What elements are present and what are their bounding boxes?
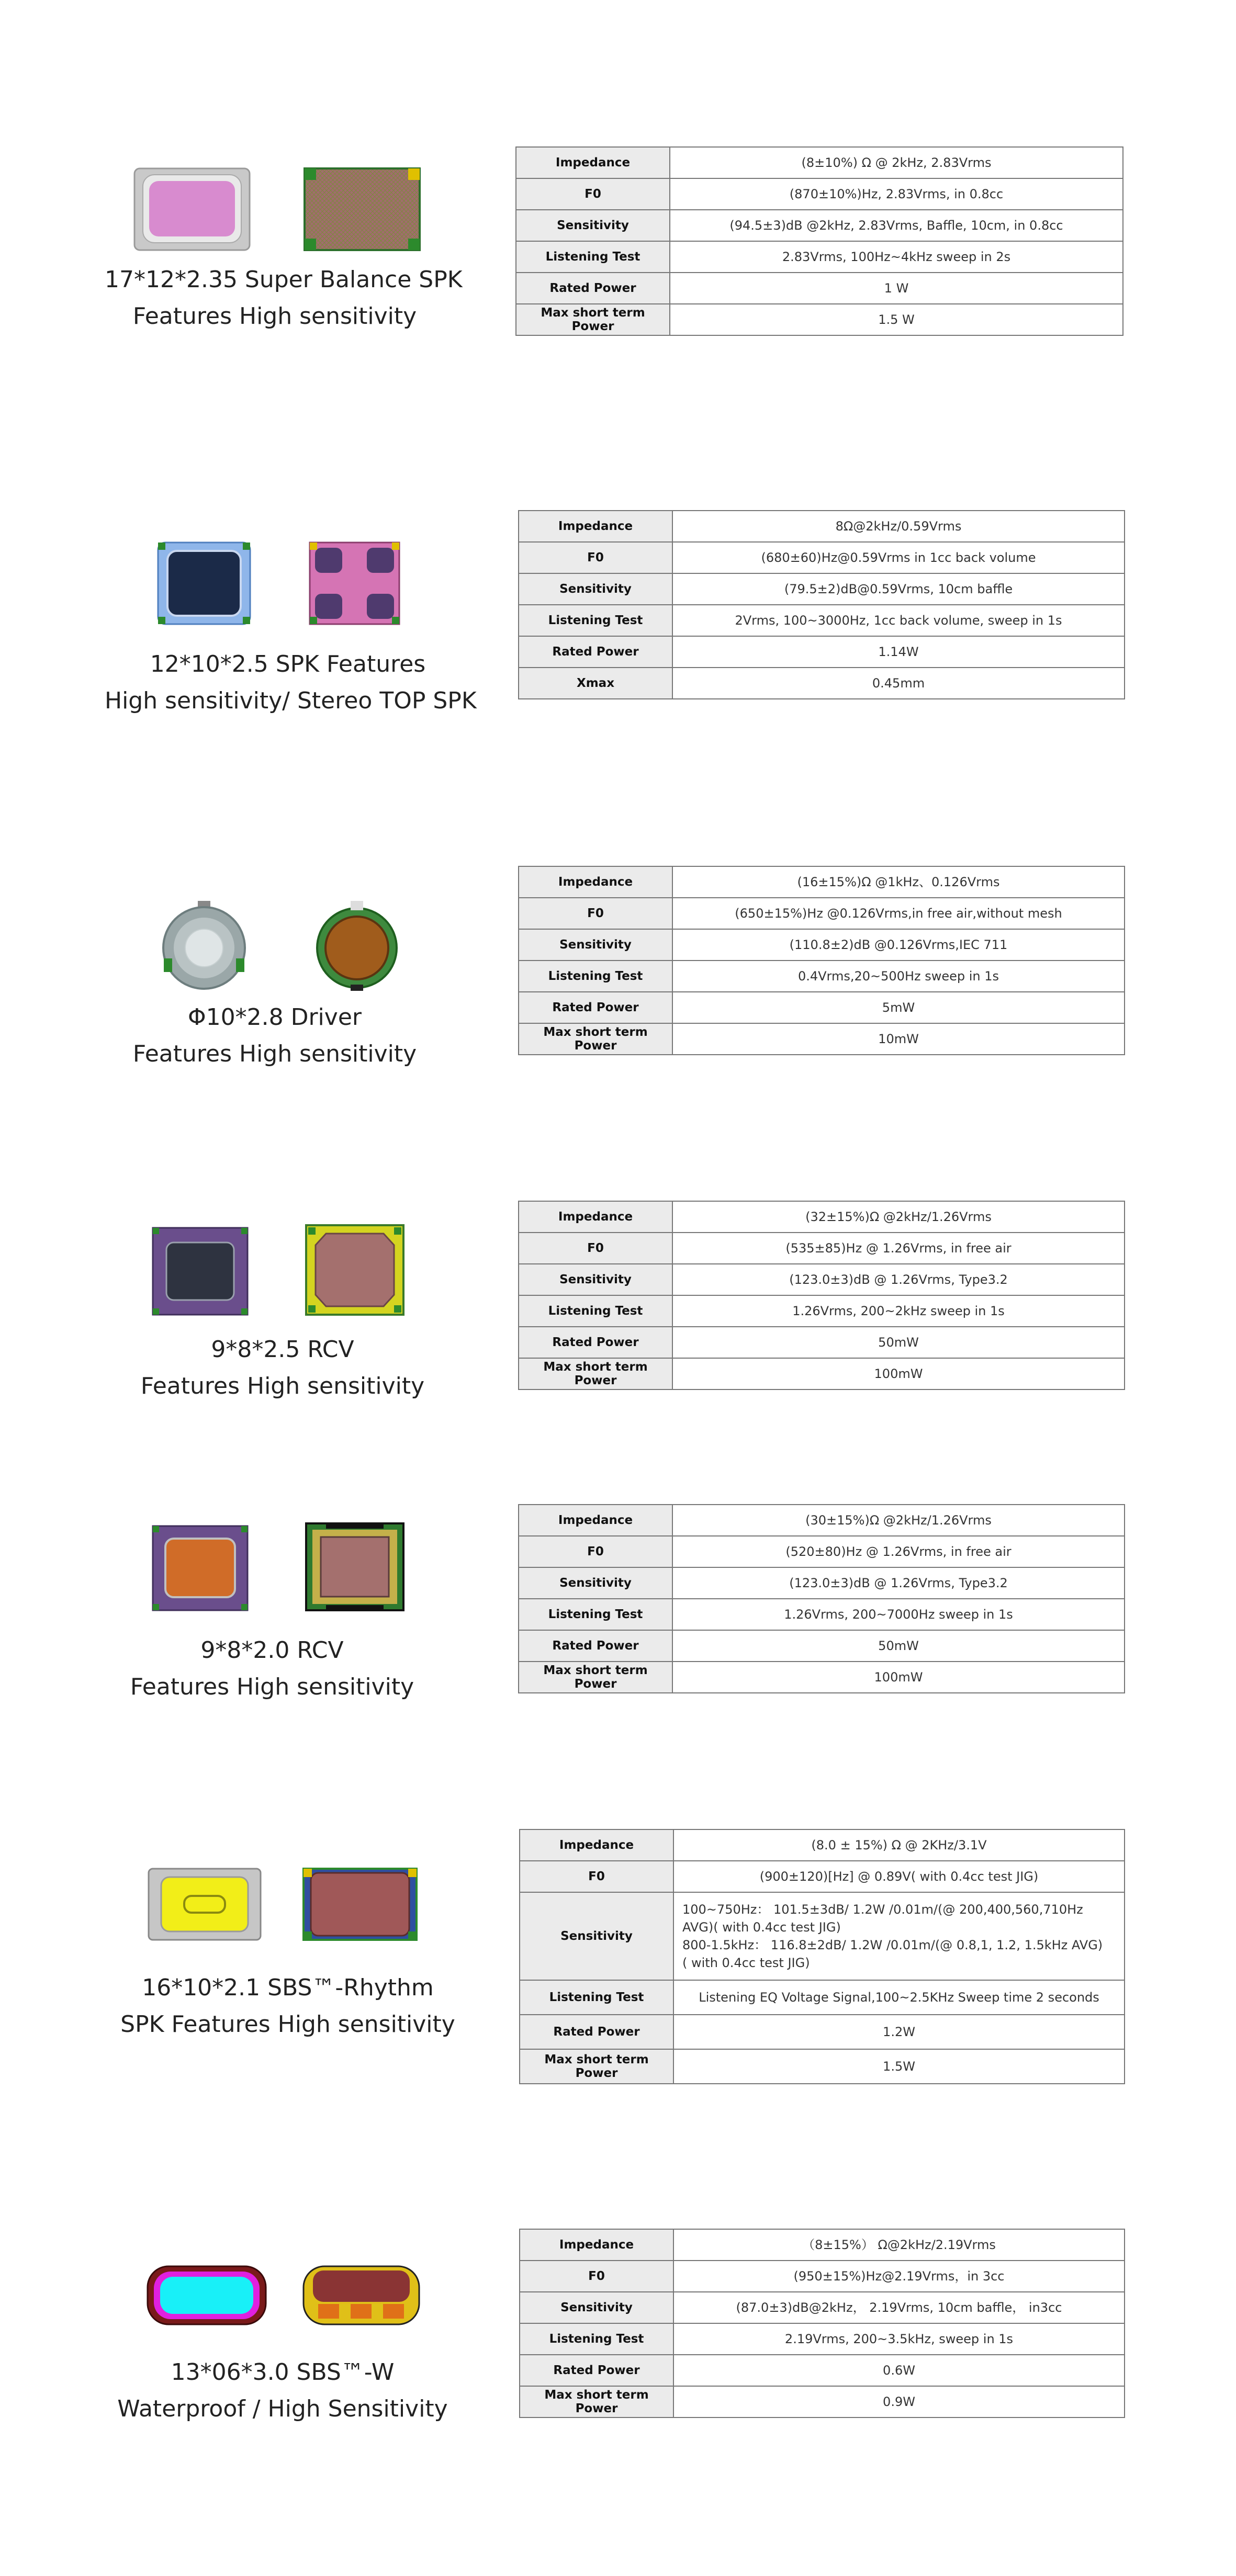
spec-key: Rated Power: [520, 2355, 673, 2386]
spec-table: [518, 1201, 1125, 1390]
spec-value: 1.14W: [672, 636, 1125, 668]
spec-key: Max short term Power: [519, 1662, 672, 1693]
product-subtitle: Features High sensitivity: [130, 1674, 414, 1700]
spec-value-line: ( with 0.4cc test JIG): [682, 1956, 810, 1970]
table-row: [519, 1662, 1125, 1693]
spec-key: F0: [519, 1233, 672, 1264]
spec-value: 0.4Vrms,20~500Hz sweep in 1s: [672, 961, 1125, 992]
table-row: [520, 2292, 1125, 2323]
spec-key: F0: [519, 898, 672, 929]
speaker-back-red-image: [302, 2265, 420, 2325]
spec-key: Max short term Power: [519, 1023, 672, 1055]
spec-key: Impedance: [519, 511, 672, 542]
receiver-front-purple-image: [152, 1227, 249, 1316]
spec-value: 5mW: [672, 992, 1125, 1023]
table-row: [520, 2386, 1125, 2417]
spec-value: 50mW: [672, 1630, 1125, 1662]
spec-value: (8.0 ± 15%) Ω @ 2KHz/3.1V: [673, 1829, 1125, 1861]
spec-value-line: 100~750Hz： 101.5±3dB/ 1.2W /0.01m/(@ 200,400,560,710Hz: [682, 1902, 1083, 1917]
spec-value: 0.45mm: [672, 668, 1125, 699]
product-title: 9*8*2.0 RCV: [200, 1637, 344, 1664]
spec-key: Sensitivity: [519, 929, 672, 961]
speaker-front-cyan-image: [147, 2265, 267, 2325]
spec-table: [518, 1504, 1125, 1693]
table-row: [519, 1505, 1125, 1536]
spec-value: (30±15%)Ω @2kHz/1.26Vrms: [672, 1505, 1125, 1536]
spec-key: Sensitivity: [519, 1264, 672, 1295]
table-row: [520, 2015, 1125, 2049]
spec-value: 8Ω@2kHz/0.59Vrms: [672, 511, 1125, 542]
product-caption: [105, 646, 477, 719]
spec-key: Rated Power: [519, 1327, 672, 1358]
spec-key: Listening Test: [516, 241, 670, 273]
table-row: [519, 511, 1125, 542]
spec-key: Sensitivity: [520, 1892, 673, 1980]
spec-key: Listening Test: [520, 2323, 673, 2355]
spec-value: 1.26Vrms, 200~2kHz sweep in 1s: [672, 1295, 1125, 1327]
table-row: [519, 605, 1125, 636]
spec-value: (535±85)Hz @ 1.26Vrms, in free air: [672, 1233, 1125, 1264]
spec-table: [519, 1829, 1125, 2084]
table-row: [520, 1980, 1125, 2015]
product-title: 17*12*2.35 Super Balance SPK: [105, 266, 463, 293]
spec-key: Rated Power: [519, 1630, 672, 1662]
spec-value: 2.83Vrms, 100Hz~4kHz sweep in 2s: [670, 241, 1123, 273]
spec-value: 2Vrms, 100~3000Hz, 1cc back volume, sweep in 1s: [672, 605, 1125, 636]
spec-value: Listening EQ Voltage Signal,100~2.5KHz Sweep time 2 seconds: [673, 1980, 1125, 2015]
product-subtitle: Features High sensitivity: [132, 1041, 417, 1067]
table-row: [519, 866, 1125, 898]
spec-value: (8±10%) Ω @ 2kHz, 2.83Vrms: [670, 147, 1123, 178]
table-row: [520, 1892, 1125, 1980]
spec-value: 0.9W: [673, 2386, 1125, 2417]
spec-key: Sensitivity: [516, 210, 670, 241]
spec-key: Max short term Power: [519, 1358, 672, 1389]
table-row: [516, 273, 1123, 304]
table-row: [519, 1023, 1125, 1055]
table-row: [519, 1327, 1125, 1358]
driver-back-round-image: [314, 900, 400, 991]
product-subtitle: Waterproof / High Sensitivity: [117, 2396, 448, 2422]
spec-value: 1 W: [670, 273, 1123, 304]
table-row: [519, 929, 1125, 961]
product-subtitle: SPK Features High sensitivity: [120, 2011, 455, 2038]
product-title: 12*10*2.5 SPK Features: [150, 651, 426, 677]
spec-value: 50mW: [672, 1327, 1125, 1358]
table-row: [519, 1536, 1125, 1567]
table-row: [520, 1861, 1125, 1892]
table-row: [520, 1829, 1125, 1861]
spec-value: (32±15%)Ω @2kHz/1.26Vrms: [672, 1201, 1125, 1233]
driver-front-round-image: [160, 900, 249, 991]
receiver-front-orange-image: [152, 1525, 249, 1611]
table-row: [516, 241, 1123, 273]
spec-key: Max short term Power: [520, 2386, 673, 2417]
spec-key: Impedance: [519, 1505, 672, 1536]
spec-key: Impedance: [519, 866, 672, 898]
spec-value: 1.26Vrms, 200~7000Hz sweep in 1s: [672, 1599, 1125, 1630]
spec-key: Listening Test: [520, 1980, 673, 2015]
spec-key: Rated Power: [519, 992, 672, 1023]
spec-value: (123.0±3)dB @ 1.26Vrms, Type3.2: [672, 1264, 1125, 1295]
spec-value: 2.19Vrms, 200~3.5kHz, sweep in 1s: [673, 2323, 1125, 2355]
receiver-back-green-image: [305, 1522, 404, 1611]
product-caption: [105, 1970, 471, 2043]
table-row: [519, 961, 1125, 992]
spec-value-line: AVG)( with 0.4cc test JIG): [682, 1920, 841, 1935]
speaker-front-pink-image: [133, 167, 251, 251]
table-row: [519, 573, 1125, 605]
spec-key: Sensitivity: [519, 573, 672, 605]
spec-key: F0: [516, 178, 670, 210]
spec-key: Listening Test: [519, 1295, 672, 1327]
spec-value: (94.5±3)dB @2kHz, 2.83Vrms, Baffle, 10cm, in 0.8cc: [670, 210, 1123, 241]
spec-key: Sensitivity: [520, 2292, 673, 2323]
table-row: [516, 178, 1123, 210]
table-row: [519, 1358, 1125, 1389]
table-row: [519, 668, 1125, 699]
table-row: [519, 1233, 1125, 1264]
spec-value: 1.5 W: [670, 304, 1123, 335]
speaker-front-yellow-image: [148, 1868, 262, 1941]
spec-value: 1.2W: [673, 2015, 1125, 2049]
product-subtitle: High sensitivity/ Stereo TOP SPK: [105, 687, 477, 714]
spec-key: Listening Test: [519, 961, 672, 992]
spec-value: (900±120)[Hz] @ 0.89V( with 0.4cc test JIG): [673, 1861, 1125, 1892]
spec-key: F0: [520, 2261, 673, 2292]
spec-key: Xmax: [519, 668, 672, 699]
spec-key: Rated Power: [519, 636, 672, 668]
table-row: [516, 147, 1123, 178]
spec-key: Impedance: [520, 2229, 673, 2261]
spec-key: Impedance: [520, 1829, 673, 1861]
spec-table: [518, 866, 1125, 1055]
spec-key: Max short term Power: [520, 2049, 673, 2084]
table-row: [516, 304, 1123, 335]
product-subtitle: Features High sensitivity: [140, 1373, 425, 1399]
table-row: [519, 1264, 1125, 1295]
product-caption: [105, 2354, 460, 2427]
spec-table: [515, 146, 1123, 336]
spec-value: (650±15%)Hz @0.126Vrms,in free air,without mesh: [672, 898, 1125, 929]
speaker-back-brown-image: [302, 1868, 418, 1941]
product-title: Φ10*2.8 Driver: [188, 1004, 362, 1031]
table-row: [519, 1599, 1125, 1630]
product-title: 16*10*2.1 SBS™-Rhythm: [142, 1974, 434, 2001]
spec-key: Listening Test: [519, 1599, 672, 1630]
table-row: [519, 542, 1125, 573]
spec-key: Sensitivity: [519, 1567, 672, 1599]
spec-value: 100mW: [672, 1662, 1125, 1693]
product-caption: [105, 999, 445, 1072]
spec-key: F0: [519, 1536, 672, 1567]
spec-value: (79.5±2)dB@0.59Vrms, 10cm baffle: [672, 573, 1125, 605]
spec-value: 10mW: [672, 1023, 1125, 1055]
table-row: [520, 2323, 1125, 2355]
table-row: [519, 636, 1125, 668]
spec-key: F0: [519, 542, 672, 573]
speaker-back-pink-image: [309, 541, 400, 625]
speaker-front-blue-image: [157, 541, 251, 625]
speaker-back-mesh-image: [304, 167, 421, 251]
spec-key: Max short term Power: [516, 304, 670, 335]
table-row: [519, 898, 1125, 929]
product-title: 9*8*2.5 RCV: [211, 1336, 354, 1363]
table-row: [519, 1630, 1125, 1662]
spec-key: Impedance: [519, 1201, 672, 1233]
spec-key: Impedance: [516, 147, 670, 178]
spec-value: [673, 1892, 1125, 1980]
product-subtitle: Features High sensitivity: [132, 303, 417, 330]
spec-value: (16±15%)Ω @1kHz、0.126Vrms: [672, 866, 1125, 898]
product-title: 13*06*3.0 SBS™-W: [171, 2359, 395, 2386]
spec-value: 0.6W: [673, 2355, 1125, 2386]
product-caption: [105, 1331, 460, 1405]
table-row: [519, 1201, 1125, 1233]
spec-value: (110.8±2)dB @0.126Vrms,IEC 711: [672, 929, 1125, 961]
spec-value: (520±80)Hz @ 1.26Vrms, in free air: [672, 1536, 1125, 1567]
table-row: [520, 2229, 1125, 2261]
table-row: [520, 2355, 1125, 2386]
spec-value-line: 800-1.5kHz： 116.8±2dB/ 1.2W /0.01m/(@ 0.8,1, 1.2, 1.5kHz AVG): [682, 1938, 1103, 1952]
spec-value: (87.0±3)dB@2kHz， 2.19Vrms, 10cm baffle， in3cc: [673, 2292, 1125, 2323]
spec-value: 1.5W: [673, 2049, 1125, 2084]
spec-value: （8±15%） Ω@2kHz/2.19Vrms: [673, 2229, 1125, 2261]
receiver-back-yellow-image: [305, 1224, 404, 1316]
table-row: [520, 2049, 1125, 2084]
spec-value: (870±10%)Hz, 2.83Vrms, in 0.8cc: [670, 178, 1123, 210]
spec-key: Rated Power: [516, 273, 670, 304]
table-row: [519, 1567, 1125, 1599]
product-caption: [105, 262, 463, 335]
spec-value: 100mW: [672, 1358, 1125, 1389]
spec-value: (680±60)Hz@0.59Vrms in 1cc back volume: [672, 542, 1125, 573]
spec-value: (950±15%)Hz@2.19Vrms，in 3cc: [673, 2261, 1125, 2292]
spec-value: (123.0±3)dB @ 1.26Vrms, Type3.2: [672, 1567, 1125, 1599]
product-caption: [105, 1632, 440, 1705]
spec-key: Rated Power: [520, 2015, 673, 2049]
spec-key: Listening Test: [519, 605, 672, 636]
spec-key: F0: [520, 1861, 673, 1892]
table-row: [520, 2261, 1125, 2292]
table-row: [516, 210, 1123, 241]
spec-table: [518, 510, 1125, 699]
spec-table: [519, 2229, 1125, 2418]
table-row: [519, 1295, 1125, 1327]
table-row: [519, 992, 1125, 1023]
